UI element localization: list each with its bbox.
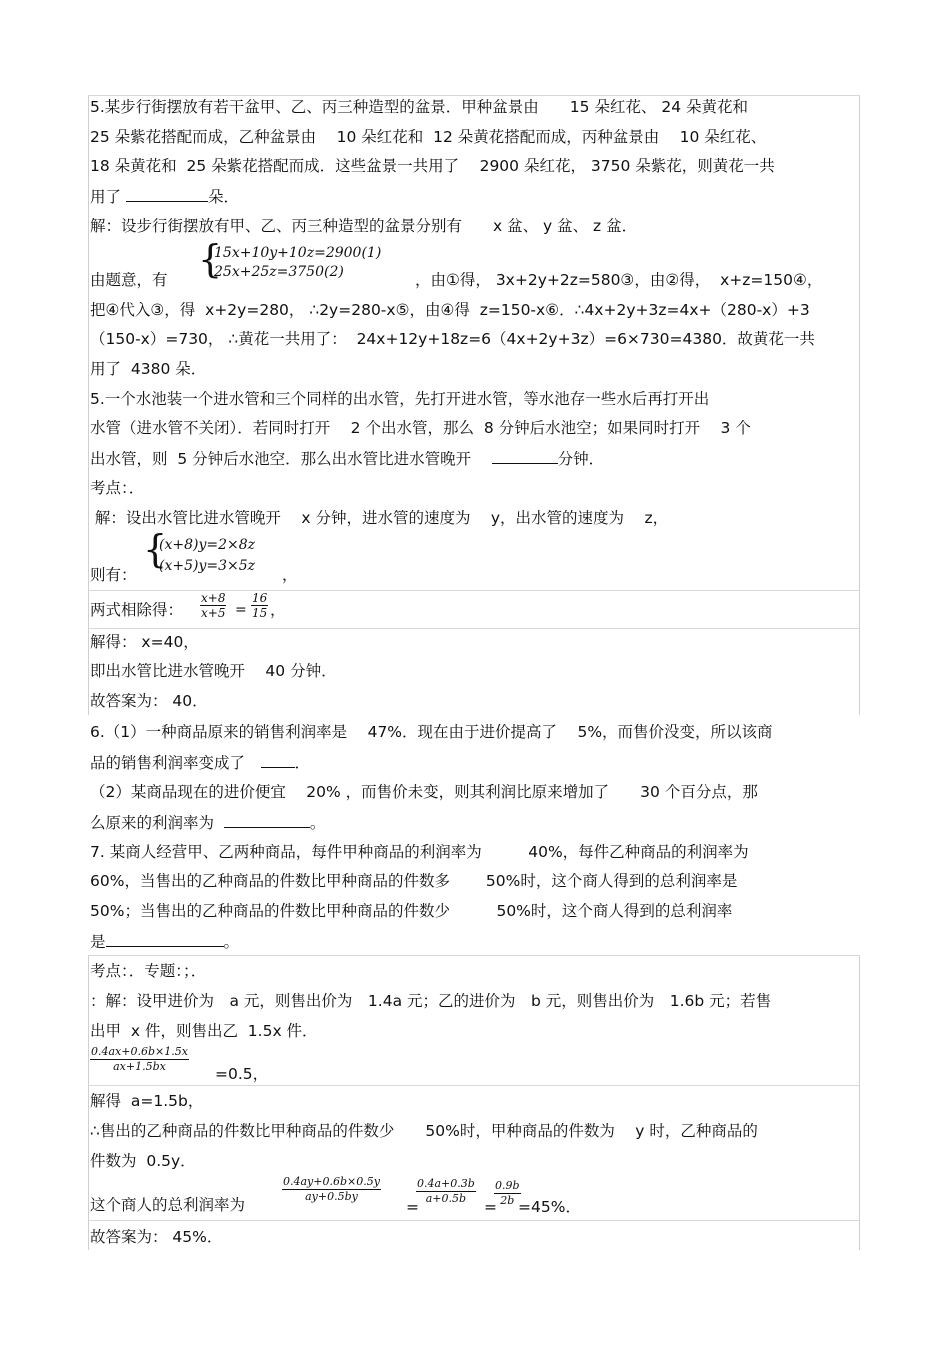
text-line: 出水管，则 5 分钟后水池空．那么出水管比进水管晚开 分钟．: [90, 450, 605, 468]
text-line: 50%；当售出的乙种商品的件数比甲种商品的件数少 50%时，这个商人得到的总利润率: [90, 902, 733, 920]
text-line: 由题意，有: [90, 271, 168, 289]
text-line: 即出水管比进水管晚开 40 分钟．: [90, 662, 337, 680]
answer-blank: [106, 931, 224, 947]
text-line: 25 朵紫花搭配而成，乙种盆景由 10 朵红花和 12 朵黄花搭配而成，丙种盆景由 10 朵红花、: [90, 128, 767, 146]
text-line: ，: [270, 601, 286, 619]
fraction: $\frac{0.9b}{2b}$: [495, 1179, 520, 1207]
brace-symbol: {: [198, 237, 223, 281]
text-line: 件数为 0.5y．: [90, 1152, 196, 1170]
text-line: 6.（1）一种商品原来的销售利润率是 47%．现在由于进价提高了 5%，而售价没变，所以该商: [90, 723, 773, 741]
text-line: 7. 某商人经营甲、乙两种商品，每件甲种商品的利润率为 40%，每件乙种商品的利润率为: [90, 843, 749, 861]
text-line: 5.某步行街摆放有若干盆甲、乙、丙三种造型的盆景．甲种盆景由 15 朵红花、 24 朵黄花和: [90, 98, 749, 116]
text-line: 么原来的利润率为 。: [90, 814, 326, 832]
answer-blank: [492, 448, 558, 464]
text-line: ，: [282, 566, 298, 584]
equation: 25x+25z=3750(2): [214, 264, 344, 280]
equals-sign: =: [406, 1198, 419, 1216]
text-line: 故答案为： 45%．: [90, 1228, 223, 1246]
text-line: 则有：: [90, 566, 137, 584]
text-line: 解：设出水管比进水管晚开 x 分钟，进水管的速度为 y，出水管的速度为 z，: [90, 509, 669, 527]
frame-right-1: [859, 95, 860, 715]
text-line: 解得： x=40，: [90, 633, 199, 651]
text-line: ∴售出的乙种商品的件数比甲种商品的件数少 50%时，甲种商品的件数为 y 时，乙种商品的: [90, 1122, 758, 1140]
text-line: 故答案为： 40．: [90, 692, 208, 710]
text-line: ：解：设甲进价为 a 元，则售出价为 1.4a 元；乙的进价为 b 元，则售出价为 1.6b 元；若售: [90, 992, 772, 1010]
fraction: $\frac{0.4ax+0.6b\times 1.5x}{ax+1.5bx}$: [91, 1045, 188, 1073]
brace-symbol: {: [143, 527, 168, 571]
text-line: =0.5，: [215, 1065, 269, 1083]
text-line: 是 。: [90, 933, 240, 951]
text-line: 解：设步行街摆放有甲、乙、丙三种造型的盆景分别有 x 盆、 y 盆、 z 盆．: [90, 217, 638, 235]
text-line: 水管（进水管不关闭）．若同时打开 2 个出水管，那么 8 分钟后水池空；如果同时打开 3 个: [90, 419, 751, 437]
rule: [88, 1220, 860, 1221]
text-line: 18 朵黄花和 25 朵紫花搭配而成．这些盆景一共用了 2900 朵红花， 3750 朵紫花，则黄花一共: [90, 157, 775, 175]
equation: (x+5)y=3×5z: [159, 558, 256, 574]
text-line: 60%，当售出的乙种商品的件数比甲种商品的件数多 50%时，这个商人得到的总利润率是: [90, 872, 738, 890]
answer-blank: [224, 812, 310, 828]
text-line: 考点：．专题：；．: [90, 962, 207, 980]
fraction: $\frac{x+8}{x+5}$: [201, 591, 226, 620]
text-line: （150-x）=730， ∴黄花一共用了： 24x+12y+18z=6（4x+2y+3z）=6×730=4380．故黄花一共: [90, 330, 815, 348]
text-line: =45%．: [518, 1198, 581, 1216]
rule: [88, 955, 860, 956]
text-line: 品的销售利润率变成了 ．: [90, 754, 311, 772]
text-line: 用了 4380 朵．: [90, 360, 207, 378]
text-line: ，由①得， 3x+2y+2z=580③，由②得， x+z=150④，: [415, 271, 823, 289]
text-line: 解得 a=1.5b，: [90, 1092, 204, 1110]
equation: (x+8)y=2×8z: [159, 537, 256, 553]
answer-blank: [126, 186, 208, 202]
text-line: 两式相除得：: [90, 601, 184, 619]
equation: 15x+10y+10z=2900(1): [214, 245, 382, 261]
fraction: $\frac{16}{15}$: [252, 591, 268, 620]
text-line: 出甲 x 件，则售出乙 1.5x 件．: [90, 1022, 318, 1040]
text-line: 把④代入③，得 x+2y=280， ∴2y=280-x⑤，由④得 z=150-x⑥．∴4x+2y+3z=4x+（280-x）+3: [90, 301, 810, 319]
rule: [88, 95, 860, 96]
equals-sign: =: [235, 602, 247, 618]
fraction: $\frac{0.4a+0.3b}{a+0.5b}$: [417, 1177, 475, 1205]
frame-left-2: [88, 955, 89, 1250]
text-line: 考点：．: [90, 479, 145, 497]
text-line: 用了 朵．: [90, 188, 239, 206]
rule: [88, 1085, 860, 1086]
frame-left-1: [88, 95, 89, 715]
rule: [88, 628, 860, 629]
text-line: 5.一个水池装一个进水管和三个同样的出水管，先打开进水管，等水池存一些水后再打开出: [90, 390, 710, 408]
equals-sign: =: [484, 1198, 497, 1216]
text-line: （2）某商品现在的进价便宜 20% ，而售价未变，则其利润比原来增加了 30 个百分点，那: [90, 783, 758, 801]
text-line: 这个商人的总利润率为: [90, 1196, 246, 1214]
fraction: $\frac{0.4ay+0.6b\times 0.5y}{ay+0.5by}$: [283, 1175, 380, 1203]
frame-right-2: [859, 955, 860, 1250]
answer-blank: [261, 752, 295, 768]
